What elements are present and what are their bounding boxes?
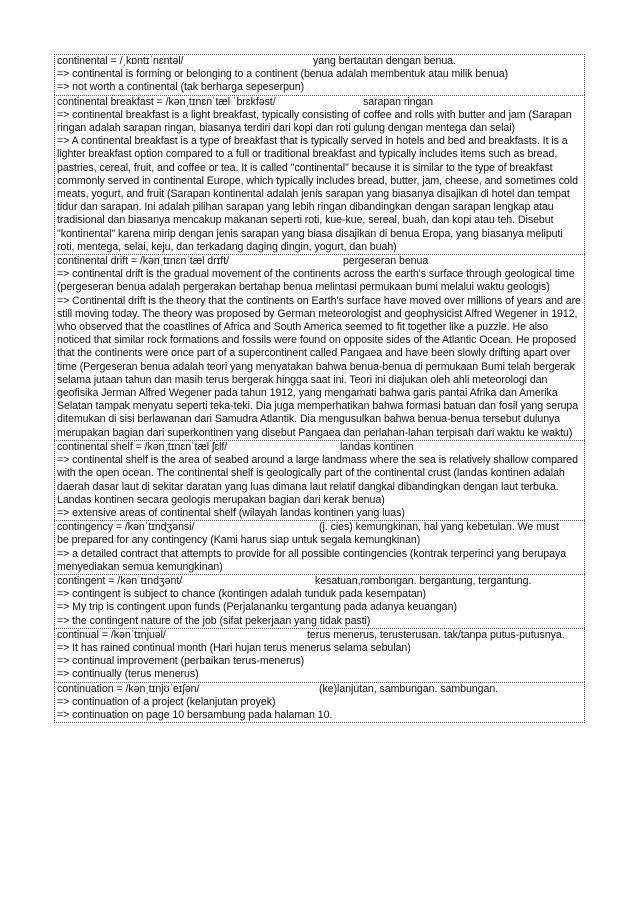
entry-line: => Continental drift is the theory that the continents on Earth's surface have moved over millions of years and are still moving today. The theory was proposed by German meteorologist and geophysicist Alfred Wegener in 1912, who observed that the coastlines of Africa and South America seemed to fit together like a puzzle. He also noticed that similar rock formations and fossils were found on opposite sides of the Atlantic Ocean. He proposed that the continents were once part of a supercontinent called Pangaea and have been slowly drifting apart over time (Pergeseran benua adalah teori yang menyatakan bahwa benua-benua di permukaan Bumi telah bergerak selama jutaan tahun dan masih terus bergerak hingga saat ini. Teori ini diajukan oleh ahli meteorologi dan geofisika Jerman Alfred Wegener pada tahun 1912, yang mengamati bahwa garis pantai Afrika dan Amerika Selatan tampak menyatu seperti teka-teki. Dia juga memperhatikan bahwa formasi batuan dan fosil yang serupa ditemukan di sisi berlawanan dari Samudra Atlantik. Dia mengusulkan bahwa benua-benua tersebut dulunya merupakan bagian dari superkontinen yang disebut Pangaea dan perlahan-lahan terpisah dari waktu ke waktu) [57,294,581,439]
entry-header [57,441,582,454]
entry-translation: (j. cies) kemungkinan, hal yang kebetulan. We must [319,521,559,534]
entry-term: continental breakfast = /kənˌtɪnɛnˈtæl ˈbrɛkfəst/ [57,95,276,108]
entry-line: => continuation of a project (kelanjutan proyek) [57,695,276,708]
entry-translation: yang bertautan dengan benua. [313,55,456,67]
entry-line: => extensive areas of continental shelf (wilayah landas kontinen yang luas) [57,506,405,519]
entry-term: continuation = /kənˌtɪnjʊˈeɪʃən/ [57,682,200,695]
entry-translation: kesatuan,rombongan. bergantung, tergantung. [315,574,532,587]
entry-term: continental drift = /kənˌtɪnɛnˈtæl drɪft/ [57,255,229,268]
entry-translation: (ke)lanjutan, sambungan. sambungan. [319,682,499,695]
entry-header [57,55,582,68]
entry-term: contingent = /kənˈtɪndʒənt/ [57,574,183,587]
entry-continental-shelf [54,440,585,520]
entry-line: => continuation on page 10 bersambung pada halaman 10. [57,708,333,721]
entry-header [57,96,582,109]
entry-line: => the contingent nature of the job (sifat pekerjaan yang tidak pasti) [57,614,371,627]
entry-contingent [54,574,585,628]
entry-translation: sarapan ringan [363,95,433,108]
entry-line: => It has rained continual month (Hari hujan terus menerus selama sebulan) [57,641,411,654]
entry-term: continental shelf = /kənˌtɪnɛnˈtæl ʃɛlf/ [57,440,228,453]
entry-line: => contingent is subject to chance (kontingen adalah tunduk pada kesempatan) [57,588,427,601]
entry-translation: landas kontinen [340,440,414,453]
entry-line: => not worth a continental (tak berharga sepeserpun) [57,81,305,94]
entry-term: continental = /ˌkɒntɪˈnɛntəl/ [57,55,184,67]
entry-header [57,255,582,268]
entry-contingency [54,520,585,574]
entry-line: => My trip is contingent upon funds (Perjalananku tergantung pada adanya keuangan) [57,601,457,614]
entry-continental [54,54,585,95]
entry-line: => continental drift is the gradual movement of the continents across the earth's surface through geological time (pergeseran benua adalah pergerakan bertahap benua melintasi permukaan bumi melalui waktu geologis) [57,268,575,294]
entry-line: => continual improvement (perbaikan terus-menerus) [57,655,305,668]
entry-line: => continental shelf is the area of seabed around a large landmass where the sea is relatively shallow compared with the open ocean. The continental shelf is geologically part of the continental crust (landas kontinen adalah daerah dasar laut di sekitar daratan yang luas dimana laut relatif dangkal dibandingkan dengan laut terbuka. Landas kontinen secara geologis merupakan bagian dari kerak benua) [57,454,578,506]
entry-header [57,521,582,534]
entry-line: => continually (terus menerus) [57,668,199,681]
entry-continuation [54,682,585,724]
entry-continental-breakfast [54,95,585,254]
entry-translation: terus menerus, terusterusan. tak/tanpa putus-putusnya. [307,628,565,641]
entry-term: contingency = /kənˈtɪndʒənsi/ [57,521,195,534]
entry-continental-drift [54,254,585,440]
entry-term: continual = /kənˈtɪnjuəl/ [57,628,166,641]
entry-header [57,575,582,588]
entry-line: => continental breakfast is a light breakfast, typically consisting of coffee and rolls with butter and jam (Sarapan ringan adalah sarapan ringan, biasanya terdiri dari kopi dan roti gulung dengan mentega dan selai) [57,108,572,135]
entry-line: => a detailed contract that attempts to provide for all possible contingencies (kontrak terperinci yang berupaya menyediakan semua kemungkinan) [57,547,567,573]
entry-continual [54,628,585,682]
vocabulary-document [54,54,585,723]
entry-translation: pergeseran benua [343,255,429,268]
entry-line: be prepared for any contingency (Kami harus siap untuk segala kemungkinan) [57,534,421,547]
entry-line: => continental is forming or belonging to a continent (benua adalah membentuk atau milik benua) [57,68,509,81]
entry-header [57,629,582,642]
entry-line: => A continental breakfast is a type of breakfast that is typically served in hotels and bed and breakfasts. It is a lighter breakfast option compared to a full or traditional breakfast and typically includes items such as bread, pastries, cereal, fruit, and coffee or tea. It is called "continental" because it is similar to the type of breakfast commonly served in continental Europe, which typically includes bread, butter, jam, cheese, and sometimes cold meats, yogurt, and fruit (Sarapan kontinental adalah jenis sarapan yang biasanya disajikan di hotel dan tempat tidur dan sarapan. Ini adalah pilihan sarapan yang lebih ringan dibandingkan dengan sarapan lengkap atau tradisional dan biasanya mencakup makanan seperti roti, kue-kue, sereal, buah, dan kopi atau teh. Disebut "kontinental" karena mirip dengan jenis sarapan yang biasa disajikan di benua Eropa, yang biasanya meliputi roti, mentega, selai, keju, dan terkadang daging dingin, yogurt, dan buah) [57,135,578,253]
entry-header [57,683,582,696]
